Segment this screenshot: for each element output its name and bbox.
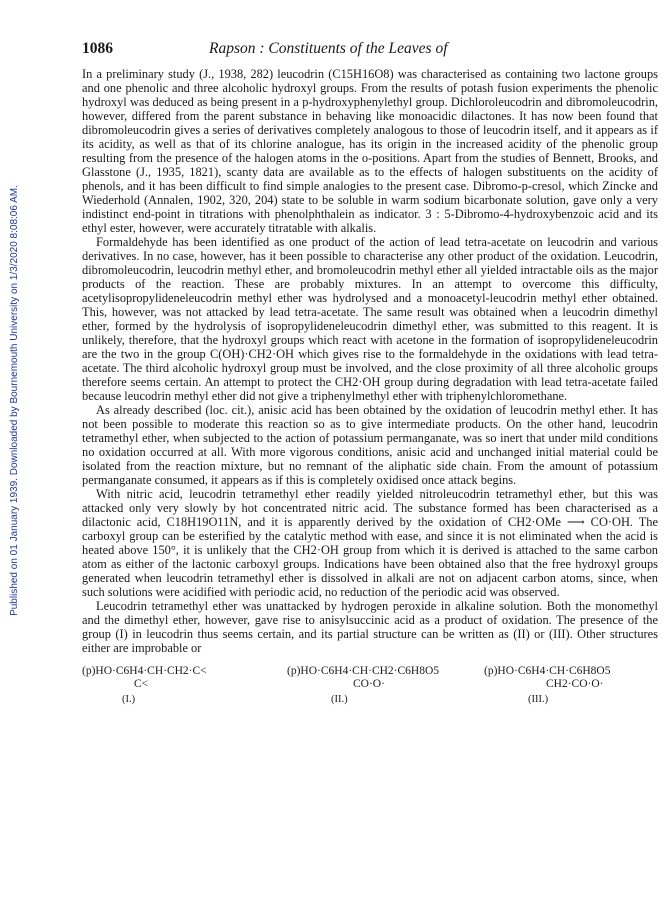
formula-I <box>82 665 207 706</box>
running-title: Rapson : Constituents of the Leaves of <box>209 40 448 57</box>
formula-III <box>484 665 611 706</box>
paragraph-1: In a preliminary study (J., 1938, 282) leucodrin (C15H16O8) was characterised as containing two lactone groups and one phenolic and three alcoholic hydroxyl groups. From the results of potash fusion experiments the phenolic hydroxyl was deduced as being present in a p-hydroxyphenylethyl group. Dichloroleucodrin and dibromoleucodrin, however, differed from the parent substance in behaving like monoacidic dilactones. It has now been found that dibromoleucodrin gives a series of derivatives completely analogous to those of leucodrin itself, and it appears as if its acidity, as well as that of its chlorine analogue, has its origin in the increased acidity of the phenolic group resulting from the presence of the halogen atoms in the o-positions. Apart from the studies of Bennett, Brooks, and Glasstone (J., 1935, 1821), scanty data are available as to the effects of halogen substituents on the acidity of phenols, and it has been difficult to find simple analogies to the present case. Dibromo-p-cresol, which Zincke and Wiederhold (Annalen, 1902, 320, 204) state to be soluble in warm sodium bicarbonate solution, gave only a very indistinct end-point in titrations with phenolphthalein as indicator. 3 : 5-Dibromo-4-hydroxybenzoic acid and its ethyl ester, however, were accurately titratable with alkalis. <box>82 67 658 235</box>
formula-I-line2: C< <box>134 678 149 690</box>
paragraph-5: Leucodrin tetramethyl ether was unattacked by hydrogen peroxide in alkaline solution. Both the monomethyl and the dimethyl ether, however, gave rise to anisylsuccinic acid as a product of oxidation. The presence of the group (I) in leucodrin thus seems certain, and its partial structure can be written as (II) or (III). Other structures either are improbable or <box>82 599 658 655</box>
structural-formulas <box>82 665 658 735</box>
paragraph-3: As already described (loc. cit.), anisic acid has been obtained by the oxidation of leucodrin methyl ether. It has not been possible to moderate this reaction so as to give intermediate products. On the other hand, leucodrin tetramethyl ether, when subjected to the action of potassium permanganate, was so inert that under mild conditions no oxidation occurred at all. With more vigorous conditions, anisic acid and unchanged initial material could be isolated from the reaction mixture, but no remnant of the aliphatic side chain. From the amount of potassium permanganate consumed, it appears as if this is completely oxidised once attack begins. <box>82 403 658 487</box>
paragraph-4: With nitric acid, leucodrin tetramethyl ether readily yielded nitroleucodrin tetramethyl ether, but this was attacked only very slowly by hot concentrated nitric acid. The substance formed has been characterised as a dilactonic acid, C18H19O11N, and it is apparently derived by the oxidation of CH2·OMe ⟶ CO·OH. The carboxyl group can be esterified by the catalytic method with ease, and since it is not eliminated when the acid is heated above 150°, it is unlikely that the CH2·OH group from which it is derived is attached to the same carbon atom as either of the lactonic carboxyl groups. Indications have been obtained also that the free hydroxyl groups generated when leucodrin tetramethyl ether is dissolved in alkali are not on adjacent carbon atoms, since, when such solutions were acidified with periodic acid, no reduction of the periodic acid was observed. <box>82 487 658 599</box>
page-number: 1086 <box>82 40 113 57</box>
formula-II <box>287 665 439 706</box>
formula-III-line2: CH2·CO·O· <box>546 678 604 690</box>
formula-II-label: (II.) <box>331 694 348 705</box>
article-body <box>82 67 658 655</box>
paragraph-2: Formaldehyde has been identified as one product of the action of lead tetra-acetate on leucodrin and various derivatives. In no case, however, has it been possible to characterise any other product of the oxidation. Leucodrin, dibromoleucodrin, leucodrin methyl ether, and bromoleucodrin methyl ether all yielded intractable oils as the major products of the reaction. These are probably mixtures. In an attempt to overcome this difficulty, acetylisopropylideneleucodrin methyl ether was hydrolysed and a monoacetyl-leucodrin methyl ether obtained. This, however, was not attacked by lead tetra-acetate. The same result was obtained when a leucodrin dimethyl ether, formed by the hydrolysis of isopropylideneleucodrin dimethyl ether, was submitted to this reagent. It is unlikely, therefore, that the hydroxyl groups which react with acetone in the formation of isopropylideneleucodrin are the two in the group C(OH)·CH2·OH which gives rise to the formaldehyde in the oxidations with lead tetra-acetate. The third alcoholic hydroxyl group must be involved, and the close proximity of all three alcoholic groups therefore seems certain. An attempt to protect the CH2·OH group during degradation with lead tetra-acetate failed because leucodrin methyl ether did not give a triphenylmethyl ether with triphenylchloromethane. <box>82 235 658 403</box>
formula-III-label: (III.) <box>528 694 549 705</box>
journal-page <box>82 40 658 735</box>
formula-III-line1: (p)HO·C6H4·CH·C6H8O5 <box>484 665 611 677</box>
download-notice <box>3 120 25 680</box>
download-notice-text: Published on 01 January 1939. Downloaded by Bournemouth University on 1/3/2020 8:08:06 AM. <box>8 184 20 616</box>
formula-II-line2: CO·O· <box>353 678 385 690</box>
page-header <box>82 40 658 66</box>
formula-I-label: (I.) <box>122 694 136 705</box>
formula-II-line1: (p)HO·C6H4·CH·CH2·C6H8O5 <box>287 665 440 677</box>
formula-I-line1: (p)HO·C6H4·CH·CH2·C< <box>82 665 207 677</box>
